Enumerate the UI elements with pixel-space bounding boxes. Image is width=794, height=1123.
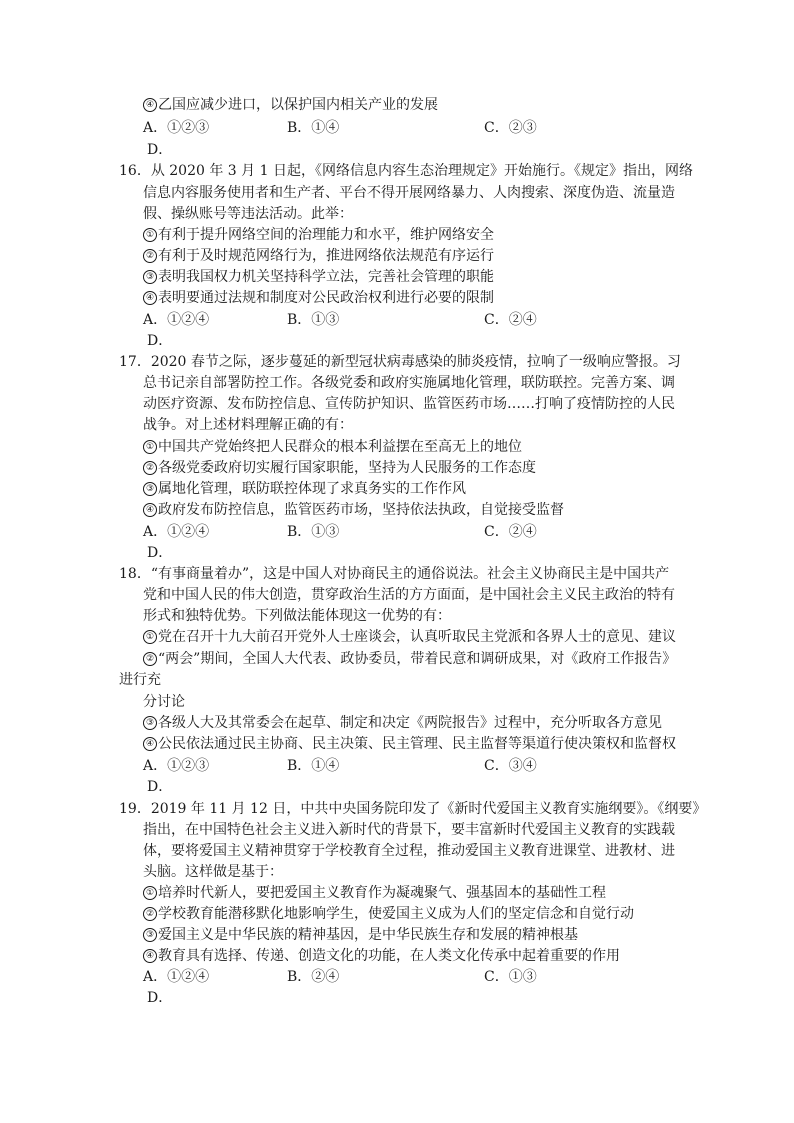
q18-option-c[interactable]: C．③④ <box>484 758 537 774</box>
q19-option-d[interactable]: D． <box>147 990 173 1006</box>
q19-item-3: ③ 爱国主义是中华民族的精神基因，是中华民族生存和发展的精神根基 <box>143 925 578 945</box>
circled-number-2-icon: ② <box>143 652 157 666</box>
q15-item-4: ④ 乙国应减少进口，以保护国内相关产业的发展 <box>143 95 438 115</box>
circled-number-4-icon: ④ <box>143 737 157 751</box>
q18-item-2-wrap: 进行充 <box>119 672 161 688</box>
q18-stem-line: 形式和独特优势。下列做法能体现这一优势的有： <box>143 608 451 624</box>
q19-item-2: ② 学校教育能潜移默化地影响学生，使爱国主义成为人们的坚定信念和自觉行动 <box>143 904 634 924</box>
q16-item-4: ④ 表明要通过法规和制度对公民政治权利进行必要的限制 <box>143 288 494 308</box>
q18-option-d[interactable]: D． <box>147 779 173 795</box>
q17-item-2: ② 各级党委政府切实履行国家职能，坚持为人民服务的工作态度 <box>143 458 536 478</box>
q19-stem-line: 19．2019 年 11 月 12 日，中共中央国务院印发了《新时代爱国主义教育实施纲要》。《纲要》 <box>119 801 707 817</box>
q19-stem-line: 头脑。这样做是基于： <box>143 864 283 880</box>
q17-option-b[interactable]: B．①③ <box>287 524 340 540</box>
q16-option-d[interactable]: D． <box>147 333 173 349</box>
q17-option-a[interactable]: A．①②④ <box>143 524 210 540</box>
q15-option-b[interactable]: B．①④ <box>287 120 340 136</box>
q16-item-1: ① 有利于提升网络空间的治理能力和水平，维护网络安全 <box>143 225 494 245</box>
circled-number-4-icon: ④ <box>143 291 157 305</box>
q16-stem-line: 假、操纵账号等违法活动。此举： <box>143 206 353 222</box>
q17-option-d[interactable]: D． <box>147 545 173 561</box>
q17-stem-line: 17．2020 春节之际，逐步蔓延的新型冠状病毒感染的肺炎疫情，拉响了一级响应警报。习 <box>119 354 681 370</box>
q17-item-1: ① 中国共产党始终把人民群众的根本利益摆在至高无上的地位 <box>143 437 522 457</box>
q15-option-a[interactable]: A．①②③ <box>143 120 210 136</box>
q18-item-2: ② “两会”期间，全国人大代表、政协委员，带着民意和调研成果，对《政府工作报告》 <box>143 649 676 669</box>
q18-option-b[interactable]: B．①④ <box>287 758 340 774</box>
q18-stem-line: 18．“有事商量着办”，这是中国人对协商民主的通俗说法。社会主义协商民主是中国共产 <box>119 566 670 582</box>
circled-number-3-icon: ③ <box>143 716 157 730</box>
q16-stem-line: 信息内容服务使用者和生产者、平台不得开展网络暴力、人肉搜索、深度伪造、流量造 <box>143 185 675 201</box>
circled-number-4-icon: ④ <box>143 98 157 112</box>
q18-item-2-wrap: 分讨论 <box>143 694 185 710</box>
circled-number-4-icon: ④ <box>143 949 157 963</box>
q19-option-a[interactable]: A．①②④ <box>143 969 210 985</box>
circled-number-1-icon: ① <box>143 886 157 900</box>
q16-item-2: ② 有利于及时规范网络行为，推进网络依法规范有序运行 <box>143 246 494 266</box>
q17-stem-line: 动医疗资源、发布防控信息、宣传防护知识、监管医药市场……打响了疫情防控的人民 <box>143 396 675 412</box>
q19-stem-line: 指出，在中国特色社会主义进入新时代的背景下，要丰富新时代爱国主义教育的实践载 <box>143 822 675 838</box>
q16-option-a[interactable]: A．①②④ <box>143 312 210 328</box>
q17-stem-line: 战争。对上述材料理解正确的有： <box>143 417 353 433</box>
q19-item-1: ① 培养时代新人，要把爱国主义教育作为凝魂聚气、强基固本的基础性工程 <box>143 883 606 903</box>
q17-stem-line: 总书记亲自部署防控工作。各级党委和政府实施属地化管理，联防联控。完善方案、调 <box>143 375 675 391</box>
q18-item-3: ③ 各级人大及其常委会在起草、制定和决定《两院报告》过程中，充分听取各方意见 <box>143 713 662 733</box>
q16-item-3: ③ 表明我国权力机关坚持科学立法，完善社会管理的职能 <box>143 267 494 287</box>
q17-item-4: ④ 政府发布防控信息，监管医药市场，坚持依法执政，自觉接受监督 <box>143 500 564 520</box>
q19-option-b[interactable]: B．②④ <box>287 969 340 985</box>
circled-number-1-icon: ① <box>143 228 157 242</box>
q16-stem-line: 16．从 2020 年 3 月 1 日起，《网络信息内容生态治理规定》开始施行。《规定》指出，网络 <box>119 163 693 179</box>
circled-number-4-icon: ④ <box>143 503 157 517</box>
q17-option-c[interactable]: C．②④ <box>484 524 537 540</box>
q19-item-4: ④ 教育具有选择、传递、创造文化的功能，在人类文化传承中起着重要的作用 <box>143 946 620 966</box>
circled-number-2-icon: ② <box>143 249 157 263</box>
q15-option-c[interactable]: C．②③ <box>484 120 537 136</box>
circled-number-3-icon: ③ <box>143 270 157 284</box>
q19-stem-line: 体，要将爱国主义精神贯穿于学校教育全过程，推动爱国主义教育进课堂、进教材、进 <box>143 843 675 859</box>
circled-number-1-icon: ① <box>143 630 157 644</box>
circled-number-3-icon: ③ <box>143 482 157 496</box>
circled-number-1-icon: ① <box>143 440 157 454</box>
circled-number-2-icon: ② <box>143 461 157 475</box>
q18-item-4: ④ 公民依法通过民主协商、民主决策、民主管理、民主监督等渠道行使决策权和监督权 <box>143 734 676 754</box>
q15-option-d[interactable]: D． <box>147 142 173 158</box>
circled-number-2-icon: ② <box>143 907 157 921</box>
circled-number-3-icon: ③ <box>143 928 157 942</box>
q16-option-c[interactable]: C．②④ <box>484 312 537 328</box>
q17-item-3: ③ 属地化管理，联防联控体现了求真务实的工作作风 <box>143 479 466 499</box>
q19-option-c[interactable]: C．①③ <box>484 969 537 985</box>
q18-stem-line: 党和中国人民的伟大创造，贯穿政治生活的方方面面，是中国社会主义民主政治的特有 <box>143 587 675 603</box>
q18-option-a[interactable]: A．①②③ <box>143 758 210 774</box>
q18-item-1: ① 党在召开十九大前召开党外人士座谈会，认真听取民主党派和各界人士的意见、建议 <box>143 627 676 647</box>
q16-option-b[interactable]: B．①③ <box>287 312 340 328</box>
